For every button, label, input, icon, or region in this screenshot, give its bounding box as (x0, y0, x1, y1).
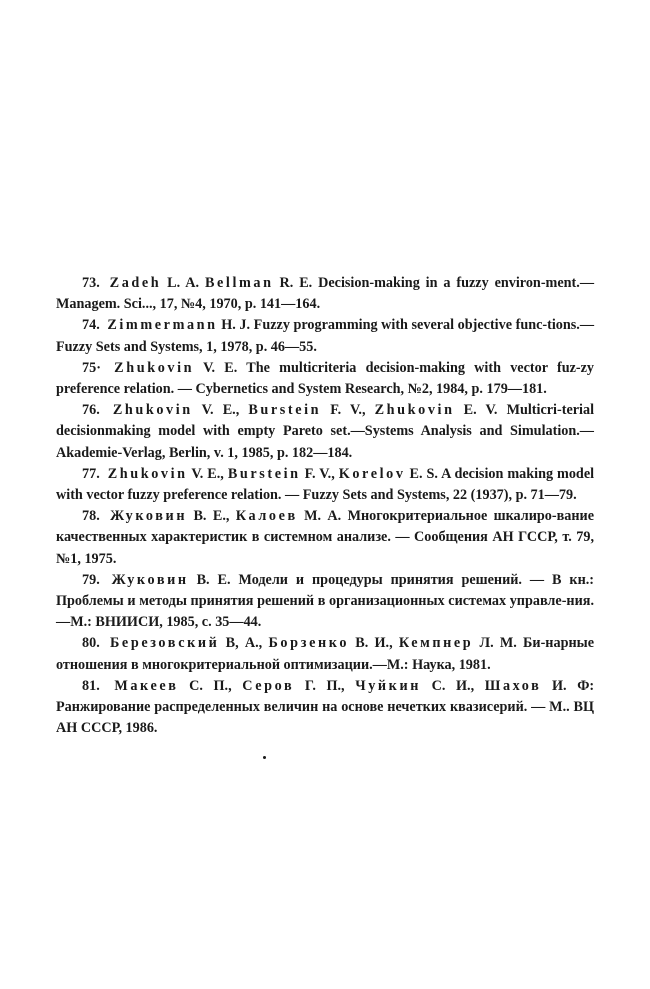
reference-initials: И. Ф: (552, 677, 595, 694)
reference-item (56, 633, 594, 675)
reference-initials: E. S. (409, 465, 438, 482)
reference-item (56, 570, 594, 634)
reference-author: Чуйкин (355, 677, 422, 694)
reference-number: 79. (82, 571, 100, 588)
reference-text: Fuzzy programming with several objective func-tions.—Fuzzy Sets and Systems, 1, 1978, p. 46—55. (56, 317, 595, 355)
reference-text: Модели и процедуры принятия решений. — В кн.: Проблемы и методы принятия решений в организационных системах управле-ния.—М.: ВНИИСИ, 1985, с. 35—44. (56, 571, 595, 631)
reference-author: Korelov (338, 465, 406, 482)
reference-initials: С. И., (431, 677, 475, 694)
reference-author: Кемпнер (398, 635, 474, 652)
reference-text: Ранжирование распределенных величин на основе нечетких квазисерий. — М.. ВЦ АН СССР, 1986. (56, 699, 594, 737)
reference-initials: E. V. (463, 402, 498, 419)
reference-text: Би-нарные отношения в многокритериальной оптимизации.—М.: Наука, 1981. (56, 635, 595, 673)
reference-number: 75· (82, 359, 101, 376)
reference-initials: R. E. (279, 275, 313, 291)
reference-text: Multicri-terial decisionmaking model with empty Pareto set.—Systems Analysis and Simulation.—Akademie-Verlag, Berlin, v. 1, 1985, p. 182—184. (56, 402, 595, 461)
reference-item (56, 464, 594, 506)
reference-author: Zhukovin (114, 359, 195, 376)
reference-author: Жуковин (110, 508, 188, 525)
reference-initials: V. E. (203, 359, 238, 376)
reference-number: 76. (82, 402, 100, 419)
reference-initials: С. П., (189, 677, 232, 694)
reference-author: Жуковин (111, 571, 189, 588)
reference-number: 81. (82, 677, 100, 694)
reference-number: 77. (82, 465, 100, 482)
reference-initials: H. J. (221, 317, 251, 334)
reference-initials: М. А. (304, 508, 342, 525)
reference-item (56, 506, 594, 570)
reference-item (56, 400, 594, 464)
reference-item (56, 273, 594, 315)
reference-author: Макеев (114, 677, 179, 694)
reference-author: Zhukovin (112, 402, 193, 419)
reference-author: Zhukovin (374, 402, 455, 419)
reference-text: The multicriteria decision-making with vector fuz-zy preference relation. — Cybernetics and System Research, №2, 1984, p. 179—181. (56, 359, 595, 398)
reference-number: 78. (82, 508, 100, 525)
reference-text: Многокритериальное шкалиро-вание качественных характеристик в системном анализе. — Сообщения АН ГССР, т. 79, №1, 1975. (56, 508, 595, 567)
reference-author: Burstein (227, 465, 301, 482)
reference-item (56, 358, 594, 400)
reference-author: Bellman (204, 275, 274, 291)
reference-author: Zimmermann (107, 317, 218, 334)
reference-number: 73. (82, 275, 100, 291)
reference-author: Березовский (109, 635, 220, 652)
reference-initials: В. Е. (196, 571, 231, 588)
reference-initials: В, А., (225, 635, 263, 652)
reference-item (56, 676, 594, 740)
reference-author: Burstein (248, 402, 322, 419)
reference-number: 80. (82, 635, 100, 652)
reference-author: Калоев (235, 508, 298, 525)
reference-item (56, 315, 594, 357)
stray-dot (263, 756, 266, 759)
reference-author: Zadeh (109, 275, 162, 291)
reference-initials: Л. М. (479, 635, 517, 652)
reference-initials: L. A. (167, 275, 200, 291)
reference-list (56, 273, 594, 739)
reference-initials: В. Е., (193, 508, 230, 525)
reference-author: Борзенко (268, 635, 350, 652)
reference-initials: F. V., (304, 465, 335, 482)
reference-number: 74. (82, 317, 100, 334)
reference-author: Zhukovin (107, 465, 188, 482)
reference-initials: F. V., (330, 402, 366, 419)
reference-author: Серов (242, 677, 295, 694)
reference-initials: В. И., (355, 635, 393, 652)
reference-text: A decision making model with vector fuzzy preference relation. — Fuzzy Sets and Systems, 22 (1937), p. 71—79. (56, 465, 595, 504)
reference-initials: V. E., (191, 465, 224, 482)
reference-initials: Г. П., (304, 677, 345, 694)
reference-author: Шахов (484, 677, 542, 694)
reference-text: Decision-making in a fuzzy environ-ment.—Managem. Sci..., 17, №4, 1970, p. 141—164. (56, 275, 595, 313)
reference-initials: V. E., (201, 402, 240, 419)
